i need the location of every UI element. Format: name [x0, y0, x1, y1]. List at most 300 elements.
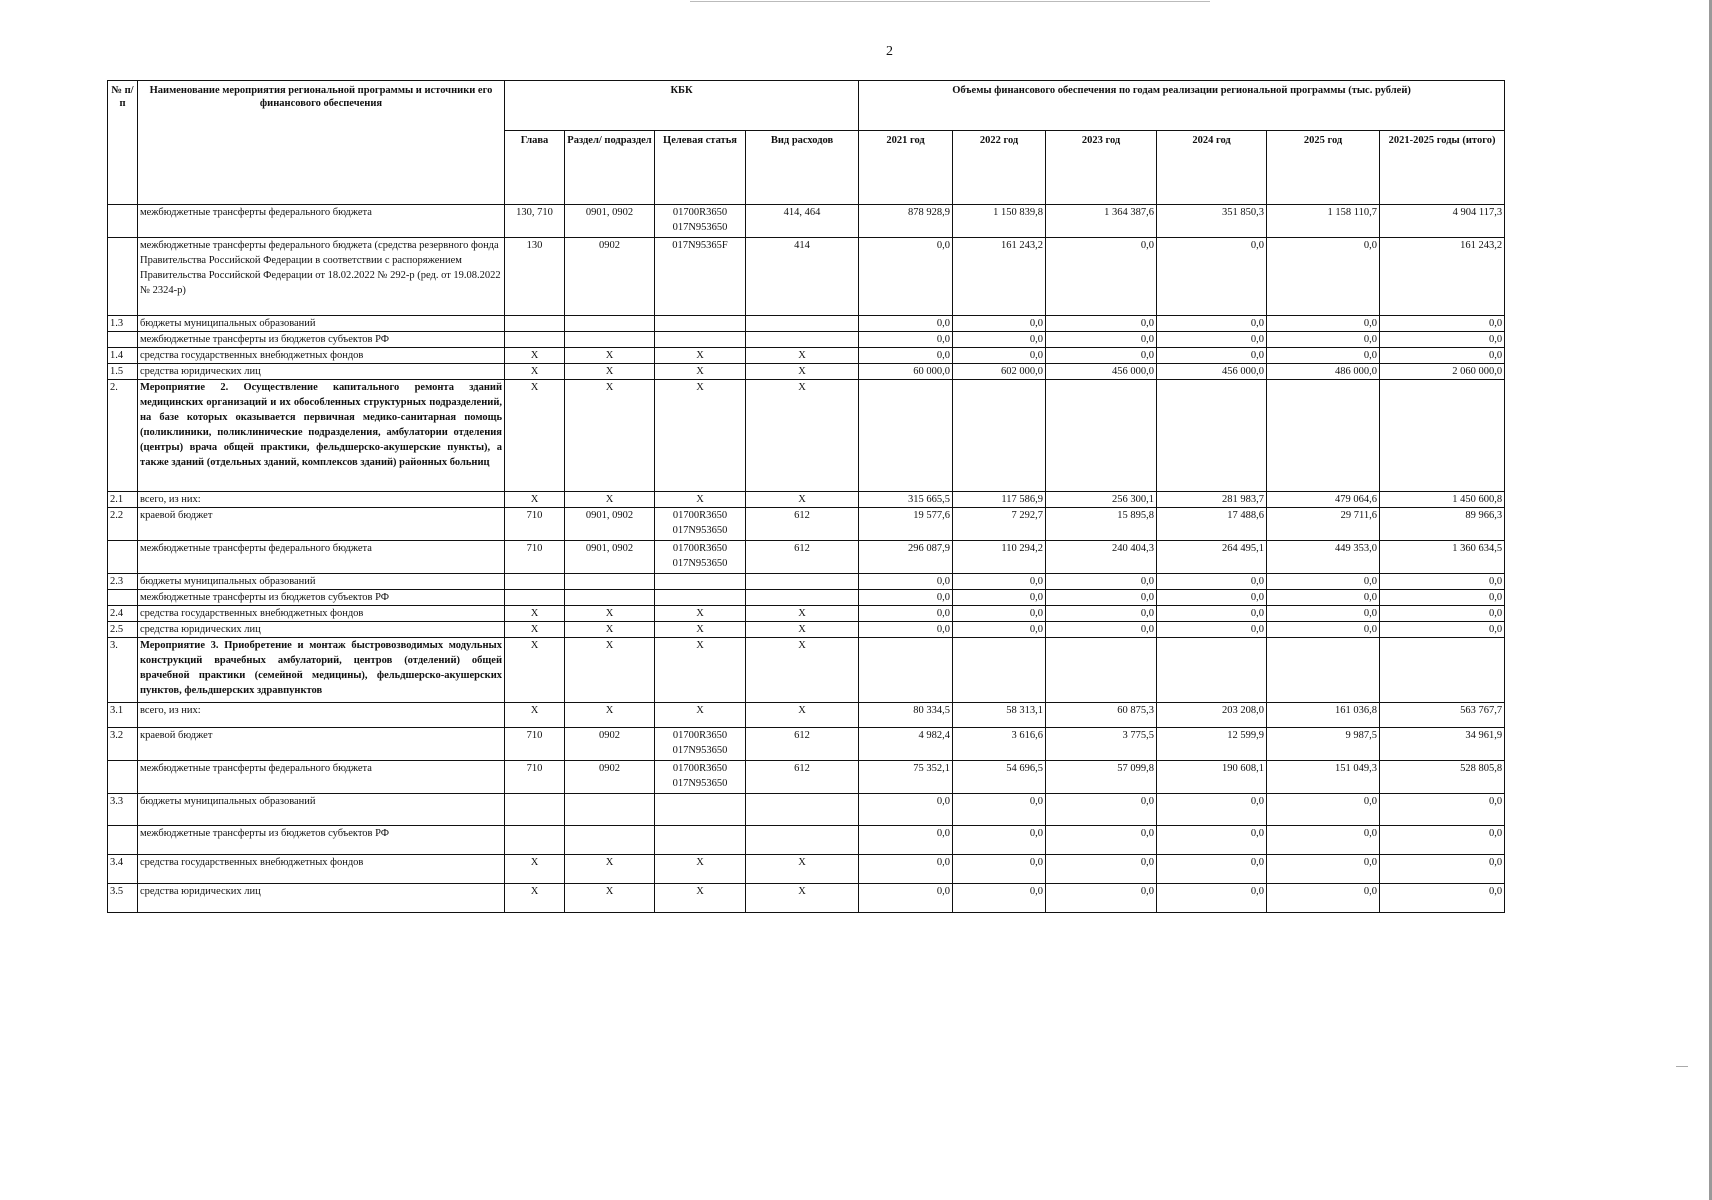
table-row [108, 703, 1505, 728]
cell-2025: 151 049,3 [1267, 761, 1380, 794]
cell-2022: 0,0 [953, 590, 1046, 606]
row-name: средства государственных внебюджетных фондов [138, 855, 505, 884]
cell-2022: 602 000,0 [953, 364, 1046, 380]
table-row [108, 590, 1505, 606]
table-row [108, 380, 1505, 492]
cell-glava: Х [505, 622, 565, 638]
cell-2024: 0,0 [1157, 574, 1267, 590]
row-number: 3.1 [108, 703, 138, 728]
cell-2023: 240 404,3 [1046, 541, 1157, 574]
cell-2022: 0,0 [953, 855, 1046, 884]
header-2022: 2022 год [953, 131, 1046, 205]
cell-vid: 414, 464 [746, 205, 859, 238]
table-row [108, 855, 1505, 884]
cell-2025: 0,0 [1267, 238, 1380, 316]
cell-celevaya: Х [655, 364, 746, 380]
header-2021: 2021 год [859, 131, 953, 205]
header-kbk: КБК [505, 81, 859, 131]
cell-glava [505, 316, 565, 332]
row-name: межбюджетные трансферты федерального бюджета [138, 761, 505, 794]
row-number [108, 541, 138, 574]
cell-razdel: Х [565, 622, 655, 638]
cell-razdel [565, 590, 655, 606]
cell-vid: 612 [746, 541, 859, 574]
cell-2024: 0,0 [1157, 606, 1267, 622]
cell-2024 [1157, 380, 1267, 492]
cell-celevaya: Х [655, 703, 746, 728]
cell-2023: 15 895,8 [1046, 508, 1157, 541]
page-number: 2 [886, 44, 893, 59]
cell-2025 [1267, 380, 1380, 492]
cell-glava: 710 [505, 508, 565, 541]
cell-vid [746, 826, 859, 855]
cell-vid: 414 [746, 238, 859, 316]
cell-glava: Х [505, 364, 565, 380]
cell-total: 0,0 [1380, 332, 1505, 348]
cell-2025: 161 036,8 [1267, 703, 1380, 728]
table-row [108, 364, 1505, 380]
row-number: 3.3 [108, 794, 138, 826]
cell-2025: 0,0 [1267, 794, 1380, 826]
cell-razdel: Х [565, 364, 655, 380]
cell-glava [505, 574, 565, 590]
cell-vid: Х [746, 855, 859, 884]
cell-2023: 1 364 387,6 [1046, 205, 1157, 238]
cell-razdel: 0902 [565, 728, 655, 761]
cell-2025: 0,0 [1267, 316, 1380, 332]
cell-2021: 75 352,1 [859, 761, 953, 794]
cell-2023: 60 875,3 [1046, 703, 1157, 728]
header-vid: Вид расходов [746, 131, 859, 205]
cell-celevaya [655, 574, 746, 590]
table-row [108, 508, 1505, 541]
table-row [108, 492, 1505, 508]
cell-vid: 612 [746, 761, 859, 794]
cell-2025 [1267, 638, 1380, 703]
cell-2022: 117 586,9 [953, 492, 1046, 508]
cell-razdel: Х [565, 855, 655, 884]
row-name: межбюджетные трансферты из бюджетов субъектов РФ [138, 332, 505, 348]
cell-celevaya [655, 826, 746, 855]
row-name: средства юридических лиц [138, 622, 505, 638]
financing-table [107, 80, 1505, 913]
cell-2021: 0,0 [859, 316, 953, 332]
cell-razdel: Х [565, 638, 655, 703]
cell-2022: 3 616,6 [953, 728, 1046, 761]
table-row [108, 541, 1505, 574]
cell-celevaya: Х [655, 855, 746, 884]
header-celevaya: Целевая статья [655, 131, 746, 205]
cell-celevaya [655, 590, 746, 606]
cell-2025: 449 353,0 [1267, 541, 1380, 574]
row-name: всего, из них: [138, 492, 505, 508]
cell-2024: 264 495,1 [1157, 541, 1267, 574]
row-number: 3.5 [108, 884, 138, 913]
cell-2023: 57 099,8 [1046, 761, 1157, 794]
cell-2025: 0,0 [1267, 622, 1380, 638]
cell-total [1380, 380, 1505, 492]
cell-2023: 0,0 [1046, 590, 1157, 606]
cell-2025: 0,0 [1267, 348, 1380, 364]
table-row [108, 761, 1505, 794]
cell-2021: 0,0 [859, 590, 953, 606]
cell-vid: Х [746, 348, 859, 364]
cell-2021: 0,0 [859, 884, 953, 913]
cell-2025: 29 711,6 [1267, 508, 1380, 541]
cell-glava: Х [505, 492, 565, 508]
cell-celevaya: 01700R3650 017N953650 [655, 541, 746, 574]
cell-2023: 3 775,5 [1046, 728, 1157, 761]
cell-2024: 0,0 [1157, 622, 1267, 638]
cell-2024: 281 983,7 [1157, 492, 1267, 508]
cell-vid: 612 [746, 508, 859, 541]
header-volumes: Объемы финансового обеспечения по годам реализации региональной программы (тыс. рублей) [859, 81, 1505, 131]
row-name: межбюджетные трансферты из бюджетов субъектов РФ [138, 590, 505, 606]
cell-celevaya: Х [655, 348, 746, 364]
cell-2025: 0,0 [1267, 884, 1380, 913]
cell-total [1380, 638, 1505, 703]
cell-vid: Х [746, 606, 859, 622]
header-2023: 2023 год [1046, 131, 1157, 205]
table-row [108, 728, 1505, 761]
cell-2022: 0,0 [953, 826, 1046, 855]
cell-2022: 0,0 [953, 622, 1046, 638]
cell-vid: Х [746, 380, 859, 492]
cell-vid: Х [746, 492, 859, 508]
header-total: 2021-2025 годы (итого) [1380, 131, 1505, 205]
cell-celevaya: 01700R3650 017N953650 [655, 205, 746, 238]
cell-glava: Х [505, 703, 565, 728]
cell-total: 0,0 [1380, 574, 1505, 590]
cell-celevaya [655, 794, 746, 826]
cell-glava: Х [505, 380, 565, 492]
cell-2024: 0,0 [1157, 590, 1267, 606]
cell-2024: 0,0 [1157, 348, 1267, 364]
cell-razdel [565, 332, 655, 348]
row-name: средства юридических лиц [138, 364, 505, 380]
row-number: 2. [108, 380, 138, 492]
cell-total: 0,0 [1380, 855, 1505, 884]
row-name: краевой бюджет [138, 728, 505, 761]
cell-2024: 0,0 [1157, 884, 1267, 913]
cell-vid [746, 574, 859, 590]
cell-2025: 486 000,0 [1267, 364, 1380, 380]
cell-2025: 0,0 [1267, 855, 1380, 884]
cell-total: 0,0 [1380, 590, 1505, 606]
cell-2023: 0,0 [1046, 348, 1157, 364]
cell-2022: 110 294,2 [953, 541, 1046, 574]
cell-2022: 1 150 839,8 [953, 205, 1046, 238]
cell-glava [505, 826, 565, 855]
cell-razdel: Х [565, 884, 655, 913]
cell-total: 0,0 [1380, 884, 1505, 913]
table-row [108, 238, 1505, 316]
cell-celevaya: Х [655, 884, 746, 913]
table-row [108, 205, 1505, 238]
cell-razdel: Х [565, 348, 655, 364]
cell-celevaya [655, 332, 746, 348]
cell-2022: 7 292,7 [953, 508, 1046, 541]
cell-celevaya [655, 316, 746, 332]
table-row [108, 638, 1505, 703]
cell-2024: 17 488,6 [1157, 508, 1267, 541]
cell-2022: 0,0 [953, 794, 1046, 826]
row-number: 2.4 [108, 606, 138, 622]
cell-total: 0,0 [1380, 348, 1505, 364]
cell-2021: 0,0 [859, 348, 953, 364]
cell-razdel: Х [565, 703, 655, 728]
cell-2021: 296 087,9 [859, 541, 953, 574]
cell-2022: 0,0 [953, 348, 1046, 364]
row-name: всего, из них: [138, 703, 505, 728]
cell-razdel: 0901, 0902 [565, 508, 655, 541]
cell-2025: 1 158 110,7 [1267, 205, 1380, 238]
cell-vid: Х [746, 622, 859, 638]
cell-2023: 0,0 [1046, 606, 1157, 622]
row-name: средства юридических лиц [138, 884, 505, 913]
cell-vid [746, 332, 859, 348]
scan-artifact-line [690, 1, 1210, 2]
table-row [108, 348, 1505, 364]
header-glava: Глава [505, 131, 565, 205]
cell-celevaya: 01700R3650 017N953650 [655, 728, 746, 761]
cell-2024: 203 208,0 [1157, 703, 1267, 728]
cell-glava: 710 [505, 541, 565, 574]
row-number: 2.2 [108, 508, 138, 541]
cell-total: 563 767,7 [1380, 703, 1505, 728]
cell-2024: 0,0 [1157, 238, 1267, 316]
cell-2022: 54 696,5 [953, 761, 1046, 794]
row-number [108, 826, 138, 855]
cell-vid: Х [746, 638, 859, 703]
cell-2024: 0,0 [1157, 855, 1267, 884]
table-row [108, 826, 1505, 855]
scan-artifact-dot [1676, 1066, 1688, 1067]
cell-2024: 456 000,0 [1157, 364, 1267, 380]
table-row [108, 574, 1505, 590]
cell-glava [505, 332, 565, 348]
cell-razdel: 0902 [565, 238, 655, 316]
row-name: Мероприятие 3. Приобретение и монтаж быстровозводимых модульных конструкций врачебных амбулаторий, центров (отделений) общей врачебной практики (семейной медицины), фельдшерско-акушерских пунктов, фельдшерских здравпунктов [138, 638, 505, 703]
cell-2022 [953, 638, 1046, 703]
cell-celevaya: 01700R3650 017N953650 [655, 761, 746, 794]
cell-2023: 0,0 [1046, 794, 1157, 826]
row-name: межбюджетные трансферты федерального бюджета [138, 541, 505, 574]
cell-2023: 0,0 [1046, 826, 1157, 855]
cell-2024 [1157, 638, 1267, 703]
cell-2021: 60 000,0 [859, 364, 953, 380]
row-number [108, 590, 138, 606]
cell-2023: 456 000,0 [1046, 364, 1157, 380]
cell-vid: Х [746, 884, 859, 913]
cell-razdel [565, 826, 655, 855]
cell-2025: 0,0 [1267, 332, 1380, 348]
cell-glava: 130 [505, 238, 565, 316]
row-name: межбюджетные трансферты федерального бюджета [138, 205, 505, 238]
cell-2023: 0,0 [1046, 332, 1157, 348]
header-razdel: Раздел/ подраздел [565, 131, 655, 205]
header-name: Наименование мероприятия региональной программы и источники его финансового обеспечения [138, 81, 505, 205]
cell-2025: 0,0 [1267, 606, 1380, 622]
cell-2021: 878 928,9 [859, 205, 953, 238]
cell-2021: 315 665,5 [859, 492, 953, 508]
row-name: бюджеты муниципальных образований [138, 574, 505, 590]
cell-celevaya: 017N95365F [655, 238, 746, 316]
cell-total: 0,0 [1380, 316, 1505, 332]
cell-2022: 0,0 [953, 332, 1046, 348]
cell-glava: Х [505, 638, 565, 703]
row-number: 1.3 [108, 316, 138, 332]
cell-total: 0,0 [1380, 794, 1505, 826]
cell-glava: 710 [505, 761, 565, 794]
cell-2022: 58 313,1 [953, 703, 1046, 728]
cell-celevaya: Х [655, 606, 746, 622]
cell-2023: 0,0 [1046, 884, 1157, 913]
cell-2023: 0,0 [1046, 855, 1157, 884]
row-name: бюджеты муниципальных образований [138, 316, 505, 332]
cell-razdel [565, 316, 655, 332]
cell-total: 89 966,3 [1380, 508, 1505, 541]
table-row [108, 606, 1505, 622]
cell-2023: 0,0 [1046, 238, 1157, 316]
cell-total: 1 360 634,5 [1380, 541, 1505, 574]
cell-total: 34 961,9 [1380, 728, 1505, 761]
cell-2024: 351 850,3 [1157, 205, 1267, 238]
cell-razdel [565, 574, 655, 590]
row-name: Мероприятие 2. Осуществление капитального ремонта зданий медицинских организаций и их обособленных структурных подразделений, на базе которых оказывается первичная медико-санитарная помощь (поликлиники, поликлинические подразделения, амбулатории отделения (центры) врача общей практики, фельдшерско-акушерские пункты), а также зданий (отдельных зданий, комплексов зданий) районных больниц [138, 380, 505, 492]
cell-2022: 0,0 [953, 574, 1046, 590]
cell-2021: 0,0 [859, 826, 953, 855]
row-number [108, 761, 138, 794]
cell-razdel: Х [565, 606, 655, 622]
cell-2021: 0,0 [859, 622, 953, 638]
header-2025: 2025 год [1267, 131, 1380, 205]
row-number [108, 332, 138, 348]
cell-glava: 130, 710 [505, 205, 565, 238]
cell-2023: 0,0 [1046, 574, 1157, 590]
table-row [108, 316, 1505, 332]
cell-2023: 0,0 [1046, 316, 1157, 332]
header-2024: 2024 год [1157, 131, 1267, 205]
cell-razdel: 0902 [565, 761, 655, 794]
cell-glava [505, 794, 565, 826]
cell-2021: 0,0 [859, 794, 953, 826]
cell-vid [746, 316, 859, 332]
cell-total: 2 060 000,0 [1380, 364, 1505, 380]
row-name: межбюджетные трансферты федерального бюджета (средства резервного фонда Правительства Российской Федерации в соответствии с распоряжением Правительства Российской Федерации от 18.02.2022 № 292-р (ред. от 19.08.2022 № 2324-р) [138, 238, 505, 316]
cell-2024: 0,0 [1157, 316, 1267, 332]
cell-razdel: Х [565, 492, 655, 508]
cell-total: 528 805,8 [1380, 761, 1505, 794]
cell-2021 [859, 638, 953, 703]
cell-glava: 710 [505, 728, 565, 761]
row-number: 3.2 [108, 728, 138, 761]
cell-vid: Х [746, 703, 859, 728]
table-row [108, 622, 1505, 638]
cell-2021: 0,0 [859, 574, 953, 590]
row-number: 3.4 [108, 855, 138, 884]
row-name: средства государственных внебюджетных фондов [138, 348, 505, 364]
row-number: 1.5 [108, 364, 138, 380]
cell-glava: Х [505, 606, 565, 622]
cell-2021: 0,0 [859, 855, 953, 884]
row-name: бюджеты муниципальных образований [138, 794, 505, 826]
cell-vid [746, 590, 859, 606]
cell-2025: 9 987,5 [1267, 728, 1380, 761]
cell-2022: 0,0 [953, 316, 1046, 332]
row-name: межбюджетные трансферты из бюджетов субъектов РФ [138, 826, 505, 855]
cell-2024: 190 608,1 [1157, 761, 1267, 794]
cell-2023: 256 300,1 [1046, 492, 1157, 508]
row-number: 2.1 [108, 492, 138, 508]
cell-vid: Х [746, 364, 859, 380]
cell-celevaya: Х [655, 622, 746, 638]
cell-vid: 612 [746, 728, 859, 761]
cell-2021: 0,0 [859, 606, 953, 622]
row-number: 2.5 [108, 622, 138, 638]
cell-total: 4 904 117,3 [1380, 205, 1505, 238]
cell-razdel [565, 794, 655, 826]
cell-2025: 0,0 [1267, 590, 1380, 606]
cell-2021: 0,0 [859, 332, 953, 348]
cell-2022: 0,0 [953, 606, 1046, 622]
cell-2021: 80 334,5 [859, 703, 953, 728]
cell-total: 161 243,2 [1380, 238, 1505, 316]
cell-2024: 0,0 [1157, 332, 1267, 348]
table-row [108, 332, 1505, 348]
cell-2024: 12 599,9 [1157, 728, 1267, 761]
cell-2022: 0,0 [953, 884, 1046, 913]
cell-2022: 161 243,2 [953, 238, 1046, 316]
cell-celevaya: Х [655, 638, 746, 703]
cell-celevaya: Х [655, 380, 746, 492]
cell-glava [505, 590, 565, 606]
row-number: 3. [108, 638, 138, 703]
row-number: 2.3 [108, 574, 138, 590]
cell-celevaya: Х [655, 492, 746, 508]
header-num: № п/п [108, 81, 138, 205]
cell-2022 [953, 380, 1046, 492]
cell-2025: 0,0 [1267, 826, 1380, 855]
cell-2023 [1046, 380, 1157, 492]
cell-total: 0,0 [1380, 622, 1505, 638]
row-number [108, 205, 138, 238]
cell-2025: 0,0 [1267, 574, 1380, 590]
cell-glava: Х [505, 348, 565, 364]
cell-glava: Х [505, 855, 565, 884]
row-name: средства государственных внебюджетных фондов [138, 606, 505, 622]
cell-celevaya: 01700R3650 017N953650 [655, 508, 746, 541]
table-row [108, 884, 1505, 913]
table-row [108, 794, 1505, 826]
cell-total: 0,0 [1380, 606, 1505, 622]
cell-2023: 0,0 [1046, 622, 1157, 638]
cell-2021 [859, 380, 953, 492]
cell-total: 0,0 [1380, 826, 1505, 855]
cell-glava: Х [505, 884, 565, 913]
cell-2024: 0,0 [1157, 826, 1267, 855]
row-number [108, 238, 138, 316]
cell-razdel: 0901, 0902 [565, 205, 655, 238]
cell-razdel: Х [565, 380, 655, 492]
cell-2025: 479 064,6 [1267, 492, 1380, 508]
row-number: 1.4 [108, 348, 138, 364]
cell-2021: 19 577,6 [859, 508, 953, 541]
row-name: краевой бюджет [138, 508, 505, 541]
cell-2023 [1046, 638, 1157, 703]
cell-2021: 4 982,4 [859, 728, 953, 761]
cell-2024: 0,0 [1157, 794, 1267, 826]
